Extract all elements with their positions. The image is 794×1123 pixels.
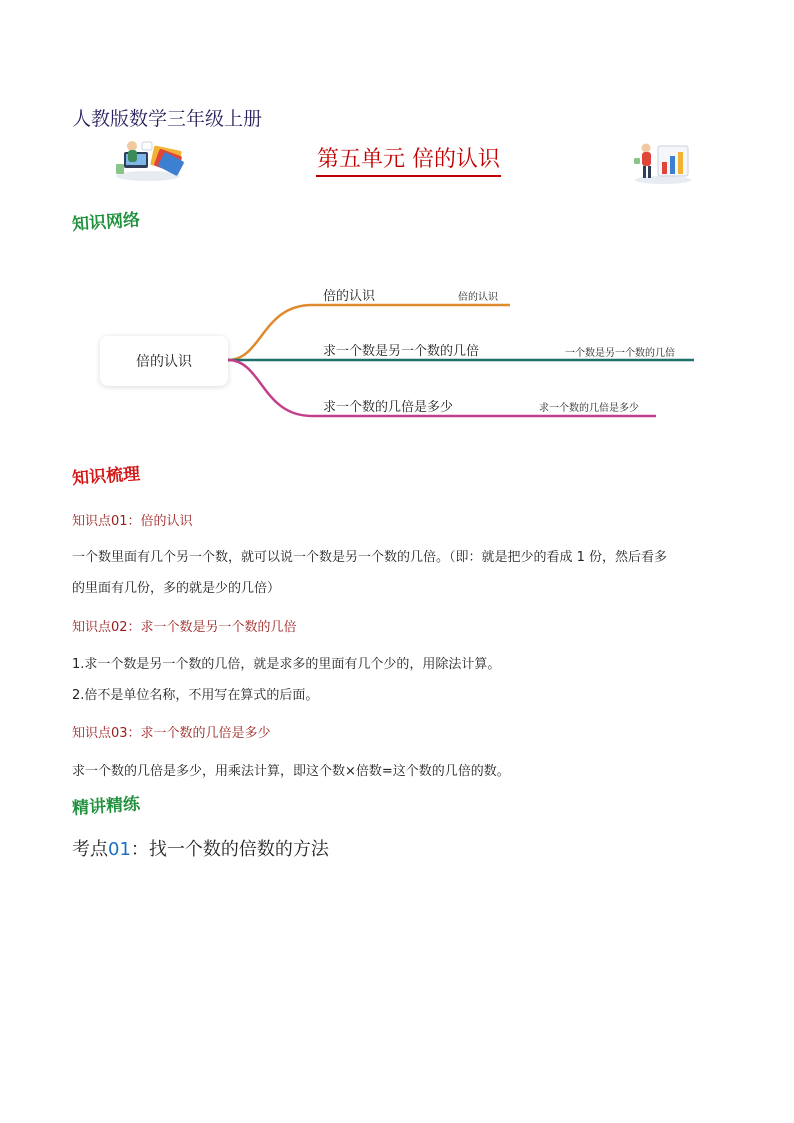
- section-title-network: 知识网络: [71, 210, 141, 235]
- mindmap-leaf-1-label: 倍的认识: [458, 292, 498, 303]
- knowledge-point-2-line-2: 2.倍不是单位名称，不用写在算式的后面。: [72, 688, 319, 703]
- knowledge-point-2-line-1: 1.求一个数是另一个数的几倍，就是求多的里面有几个少的，用除法计算。: [72, 657, 501, 672]
- knowledge-point-3-title: 知识点03：求一个数的几倍是多少: [72, 726, 271, 741]
- unit-title: 第五单元 倍的认识: [316, 145, 501, 177]
- mindmap-root-node: [100, 336, 228, 386]
- book-title: 人教版数学三年级上册: [72, 108, 263, 130]
- section-title-organize: 知识梳理: [71, 464, 141, 489]
- kaodian-heading: [72, 835, 329, 861]
- mindmap-branch-1-label: 倍的认识: [323, 289, 376, 304]
- knowledge-point-2-title: 知识点02：求一个数是另一个数的几倍: [72, 620, 297, 635]
- mindmap-leaf-2-label: 一个数是另一个数的几倍: [565, 348, 675, 359]
- kaodian-text: ：找一个数的倍数的方法: [130, 839, 329, 860]
- kaodian-number: 01: [108, 839, 131, 860]
- mindmap-root-label: 倍的认识: [136, 354, 192, 370]
- mindmap-leaf-3-label: 求一个数的几倍是多少: [539, 403, 639, 414]
- knowledge-point-1-line-1: 一个数里面有几个另一个数，就可以说一个数是另一个数的几倍。（即：就是把少的看成 1 份，然后看多: [72, 550, 668, 565]
- knowledge-point-1-title: 知识点01：倍的认识: [72, 514, 193, 529]
- section-title-practice: 精讲精练: [71, 794, 141, 819]
- knowledge-point-1-line-2: 的里面有几份，多的就是少的几倍）: [72, 581, 281, 596]
- mindmap-branch-3-label: 求一个数的几倍是多少: [323, 400, 454, 415]
- kaodian-prefix: 考点: [72, 839, 108, 860]
- knowledge-point-3-line-1: 求一个数的几倍是多少，用乘法计算，即这个数×倍数=这个数的几倍的数。: [72, 764, 510, 779]
- mindmap-connectors: [0, 0, 794, 460]
- mindmap-branch-2-label: 求一个数是另一个数的几倍: [323, 344, 480, 359]
